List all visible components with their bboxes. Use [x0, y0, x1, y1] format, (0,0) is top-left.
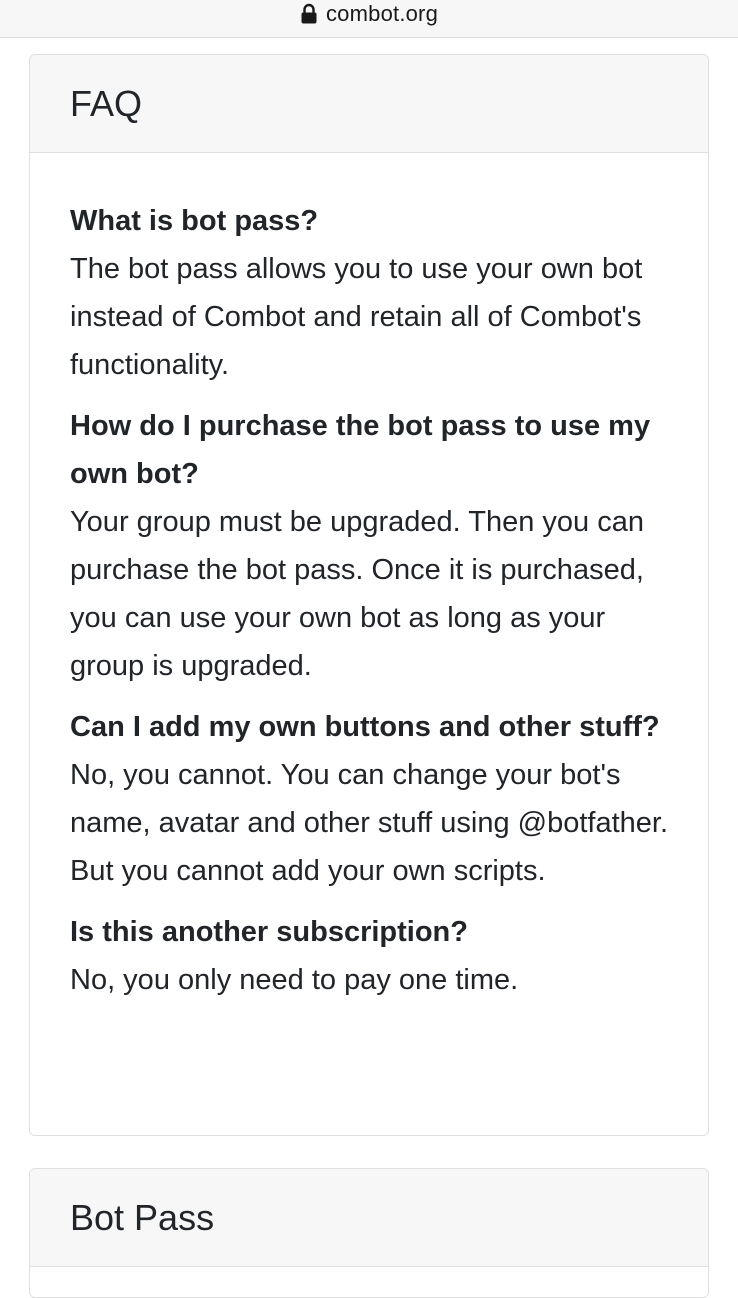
faq-card — [29, 54, 709, 1136]
bot-pass-title: Bot Pass — [70, 1196, 215, 1238]
faq-item — [70, 402, 668, 690]
faq-answer: No, you cannot. You can change your bot's name, avatar and other stuff using @botfather. But you cannot add your own scripts. — [70, 759, 668, 887]
faq-answer: The bot pass allows you to use your own bot instead of Combot and retain all of Combot's functionality. — [70, 253, 643, 381]
bot-pass-card — [29, 1168, 709, 1298]
faq-item — [70, 703, 668, 895]
browser-url-bar[interactable] — [0, 0, 738, 38]
faq-card-body — [30, 153, 708, 1004]
url-text: combot.org — [325, 0, 439, 26]
faq-item — [70, 908, 668, 1004]
faq-card-header — [30, 55, 708, 153]
url-display[interactable] — [300, 1, 438, 27]
faq-question: How do I purchase the bot pass to use my own bot? — [70, 410, 651, 490]
faq-answer: No, you only need to pay one time. — [70, 964, 519, 996]
faq-item — [70, 197, 668, 389]
lock-icon — [300, 3, 318, 25]
faq-question: What is bot pass? — [70, 205, 319, 237]
faq-answer: Your group must be upgraded. Then you can purchase the bot pass. Once it is purchased, you can use your own bot as long as your group is upgraded. — [70, 506, 644, 682]
faq-title: FAQ — [70, 82, 143, 124]
faq-question: Can I add my own buttons and other stuff? — [70, 711, 660, 743]
bot-pass-card-header — [30, 1169, 708, 1267]
faq-question: Is this another subscription? — [70, 916, 468, 948]
